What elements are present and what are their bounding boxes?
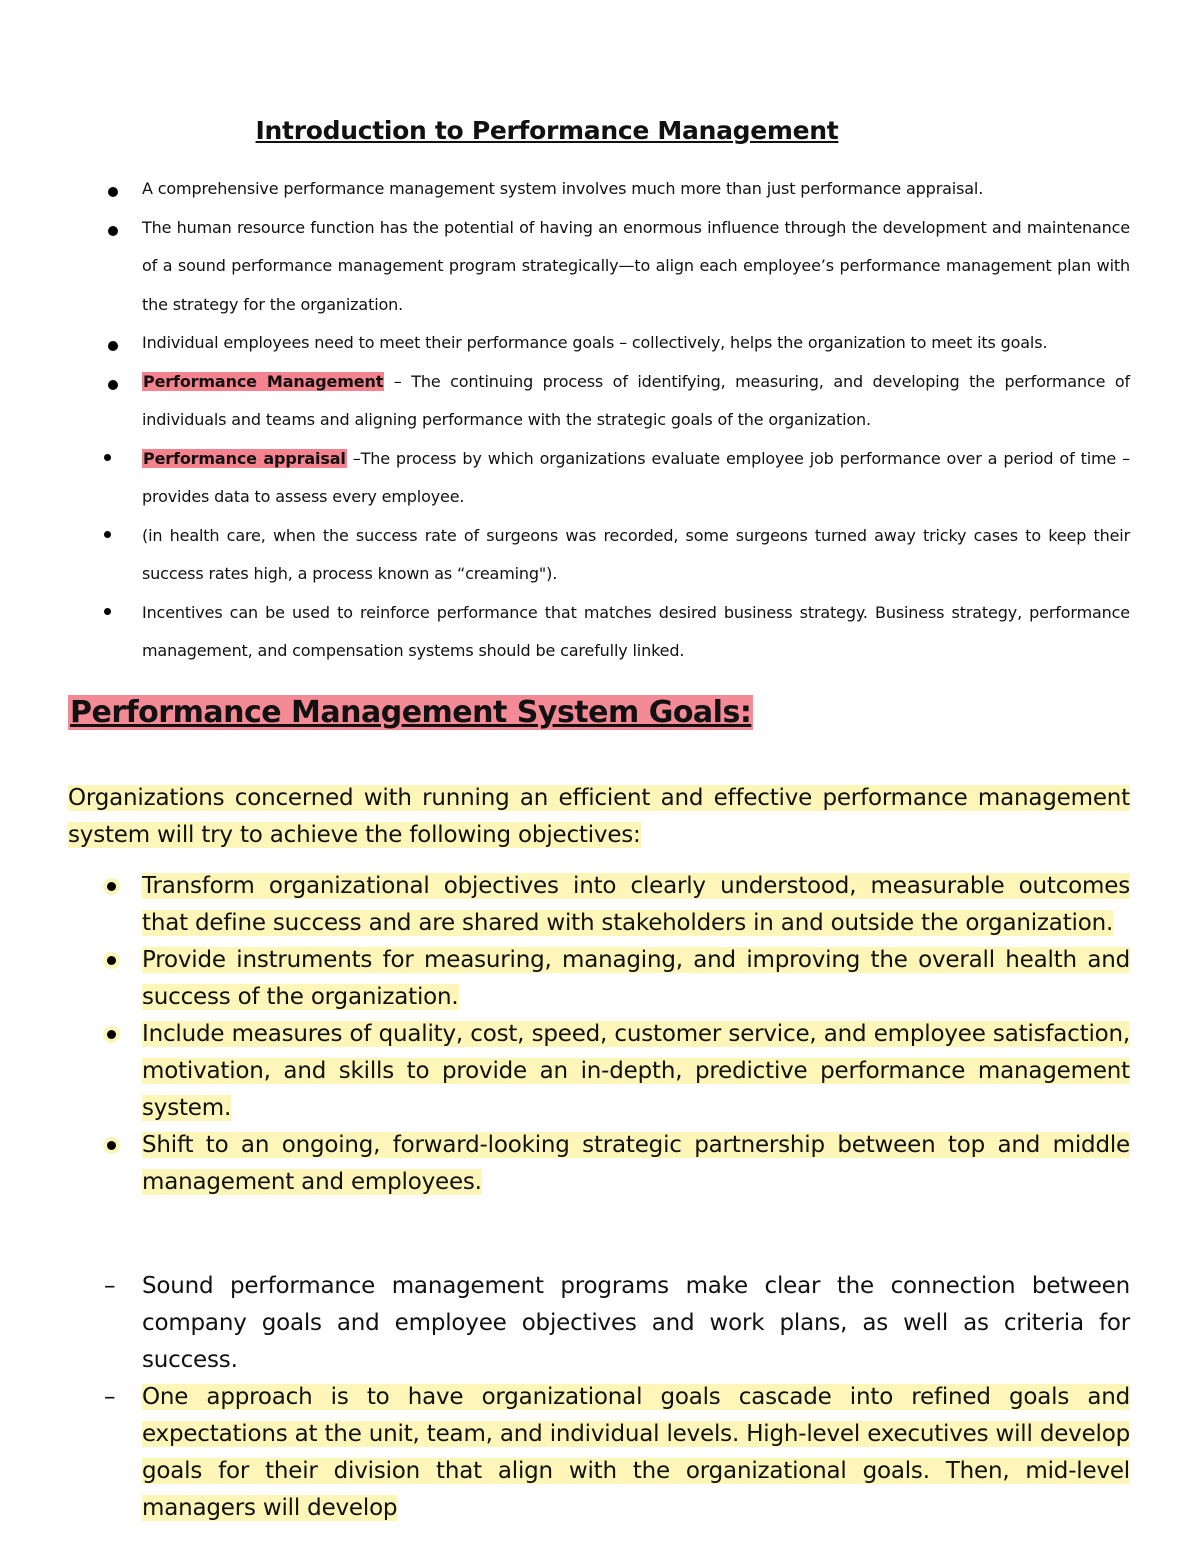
objective-text: Provide instruments for measuring, managing, and improving the overall health and success of the organization.: [142, 947, 1130, 1010]
bullet-icon: [107, 882, 116, 891]
objective-text: Shift to an ongoing, forward-looking strategic partnership between top and middle management and employees.: [142, 1132, 1130, 1195]
objectives-list: [100, 868, 1130, 1201]
bullet-icon: [108, 380, 118, 390]
list-item: [100, 440, 1130, 517]
dash-marker: –: [104, 1273, 116, 1299]
list-item: [100, 868, 1130, 942]
bullet-icon: [107, 1030, 116, 1039]
bullet-icon: [108, 187, 118, 197]
list-item: [100, 1268, 1130, 1379]
goals-intro-paragraph: [68, 780, 1130, 854]
note-text: Sound performance management programs make clear the connection between company goals and employee objectives and work plans, as well as criteria for success.: [142, 1273, 1130, 1373]
bullet-icon: [104, 531, 111, 538]
list-item-text: A comprehensive performance management system involves much more than just performance appraisal.: [142, 179, 984, 198]
page-title: Introduction to Performance Management: [255, 116, 839, 145]
bullet-icon: [108, 226, 118, 236]
bullet-icon: [107, 956, 116, 965]
list-item: [100, 594, 1130, 671]
objective-text: Transform organizational objectives into clearly understood, measurable outcomes that define success and are shared with stakeholders in and outside the organization.: [142, 873, 1130, 936]
bullet-icon: [104, 454, 111, 461]
list-item: [100, 1379, 1130, 1527]
note-text: One approach is to have organizational goals cascade into refined goals and expectations at the unit, team, and individual levels. High-level executives will develop goals for their division that align with the organizational goals. Then, mid-level managers will develop: [142, 1384, 1130, 1521]
highlighted-term: Performance Management: [143, 371, 384, 391]
bullet-icon: [108, 341, 118, 351]
list-item: [100, 942, 1130, 1016]
list-item: [100, 363, 1130, 440]
list-item-text: (in health care, when the success rate of surgeons was recorded, some surgeons turned away tricky cases to keep their success rates high, a process known as “creaming").: [142, 525, 1130, 583]
list-item-text: – The continuing process of identifying, measuring, and developing the performance of individuals and teams and aligning performance with the strategic goals of the organization.: [142, 371, 1130, 429]
intro-bullet-list: [100, 170, 1130, 671]
bullet-icon: [104, 608, 111, 615]
list-item-text: The human resource function has the potential of having an enormous influence through the development and maintenance of a sound performance management program strategically—to align each employee’s performance management plan with the strategy for the organization.: [142, 217, 1130, 314]
list-item: [100, 1016, 1130, 1127]
goals-intro-text: Organizations concerned with running an efficient and effective performance management system will try to achieve the following objectives:: [68, 785, 1130, 848]
list-item: [100, 209, 1130, 325]
list-item-text: Individual employees need to meet their performance goals – collectively, helps the organization to meet its goals.: [142, 333, 1048, 352]
dash-marker: –: [104, 1384, 116, 1410]
list-item-text: Incentives can be used to reinforce performance that matches desired business strategy. Business strategy, performance management, and compensation systems should be carefully linked.: [142, 602, 1130, 660]
list-item-text: –The process by which organizations evaluate employee job performance over a period of time – provides data to assess every employee.: [142, 448, 1130, 506]
highlighted-term: Performance appraisal: [143, 448, 346, 468]
notes-dash-list: [100, 1268, 1130, 1527]
list-item: [100, 517, 1130, 594]
list-item: [100, 324, 1130, 363]
bullet-icon: [107, 1141, 116, 1150]
goals-heading: Performance Management System Goals:: [70, 695, 752, 730]
list-item: [100, 1127, 1130, 1201]
list-item: [100, 170, 1130, 209]
objective-text: Include measures of quality, cost, speed, customer service, and employee satisfaction, motivation, and skills to provide an in-depth, predictive performance management system.: [142, 1021, 1130, 1121]
